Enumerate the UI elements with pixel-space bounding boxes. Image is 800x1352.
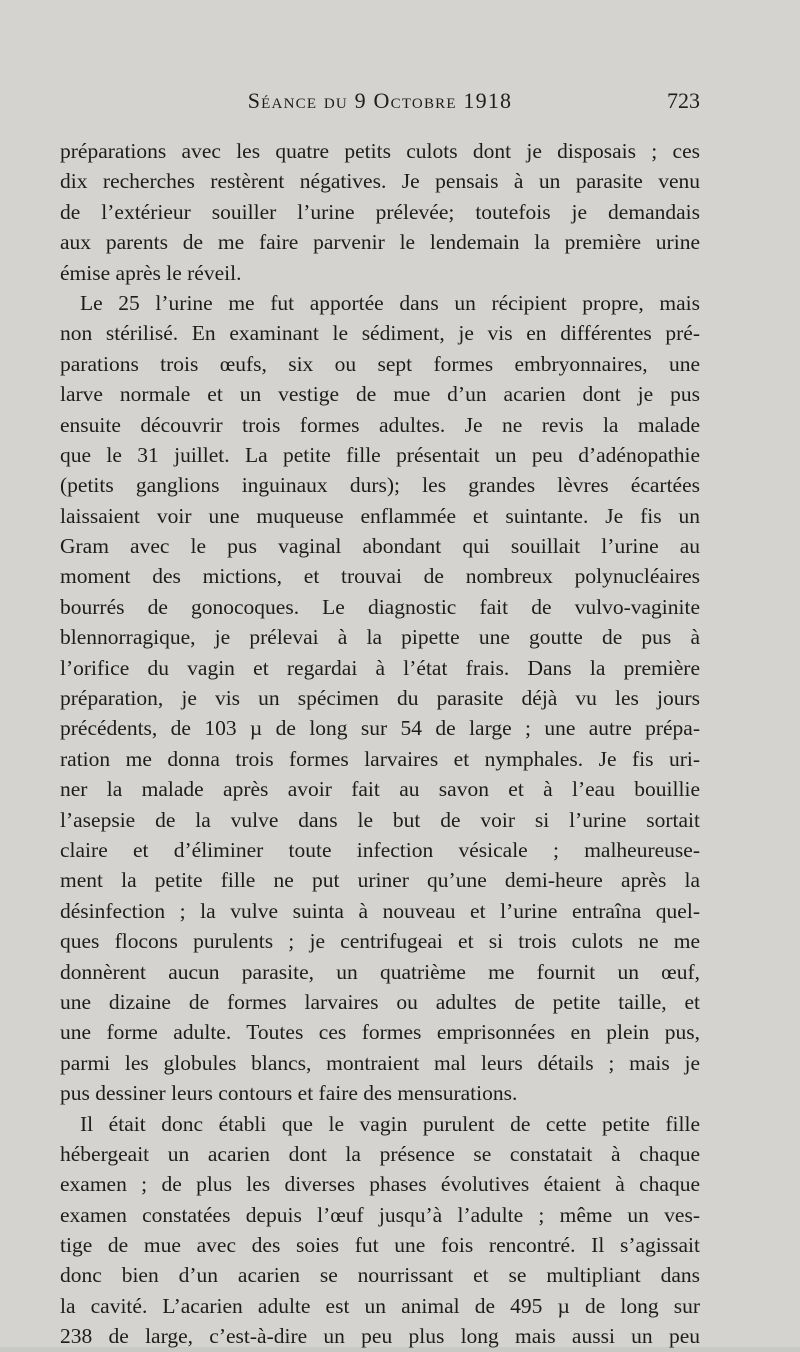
page-number: 723 [667, 88, 700, 113]
text-line: préparations avec les quatre petits culots dont je disposais ; ces [60, 139, 700, 163]
text-line: pus dessiner leurs contours et faire des mensurations. [60, 1081, 518, 1106]
running-header [60, 88, 700, 118]
text-line: (petits ganglions inguinaux durs); les grandes lèvres écartées [60, 473, 700, 498]
text-line: que le 31 juillet. La petite fille présentait un peu d’adénopathie [60, 442, 700, 467]
text-line: larve normale et un vestige de mue d’un acarien dont je pus [60, 382, 700, 407]
text-line: ment la petite fille ne put uriner qu’une demi-heure après la [60, 868, 700, 893]
text-line: bourrés de gonocoques. Le diagnostic fait de vulvo-vaginite [60, 594, 700, 619]
text-line: ration me donna trois formes larvaires et nymphales. Je fis uri- [60, 746, 700, 771]
text-line: Gram avec le pus vaginal abondant qui souillait l’urine au [60, 534, 700, 559]
running-title: Séance du 9 Octobre 1918 [247, 88, 513, 113]
text-line: blennorragique, je prélevai à la pipette une goutte de pus à [60, 625, 700, 650]
text-line: moment des mictions, et trouvai de nombreux polynucléaires [60, 564, 700, 589]
text-line: de l’extérieur souiller l’urine prélevée; toutefois je demandais [60, 199, 700, 224]
text-line: émise après le réveil. [60, 260, 242, 285]
text-line: aux parents de me faire parvenir le lendemain la première urine [60, 230, 700, 255]
text-line: ques flocons purulents ; je centrifugeai et si trois culots ne me [60, 929, 700, 954]
text-line: ner la malade après avoir fait au savon et à l’eau bouillie [60, 777, 700, 802]
text-line: une dizaine de formes larvaires ou adultes de petite taille, et [60, 989, 700, 1014]
text-line: tige de mue avec des soies fut une fois rencontré. Il s’agissait [60, 1233, 700, 1258]
text-line: ensuite découvrir trois formes adultes. Je ne revis la malade [60, 412, 700, 437]
text-line: l’orifice du vagin et regardai à l’état frais. Dans la première [60, 655, 700, 680]
text-line: précédents, de 103 µ de long sur 54 de large ; une autre prépa- [60, 716, 700, 741]
text-line: dix recherches restèrent négatives. Je pensais à un parasite venu [60, 169, 700, 194]
text-line: parations trois œufs, six ou sept formes embryonnaires, une [60, 351, 700, 376]
text-line: parmi les globules blancs, montraient mal leurs détails ; mais je [60, 1050, 700, 1075]
text-line: Il était donc établi que le vagin purulent de cette petite fille [80, 1111, 700, 1136]
text-line: Le 25 l’urine me fut apportée dans un récipient propre, mais [80, 290, 700, 315]
text-line: examen ; de plus les diverses phases évolutives étaient à chaque [60, 1172, 700, 1197]
text-line: claire et d’éliminer toute infection vésicale ; malheureuse- [60, 837, 700, 862]
text-line: 238 de large, c’est-à-dire un peu plus long mais aussi un peu [60, 1324, 700, 1349]
body-text [60, 136, 700, 1352]
text-line: la cavité. L’acarien adulte est un animal de 495 µ de long sur [60, 1293, 700, 1318]
text-line: désinfection ; la vulve suinta à nouveau et l’urine entraîna quel- [60, 898, 700, 923]
text-line: hébergeait un acarien dont la présence se constatait à chaque [60, 1141, 700, 1166]
text-line: préparation, je vis un spécimen du parasite déjà vu les jours [60, 686, 700, 711]
text-line: l’asepsie de la vulve dans le but de voir si l’urine sortait [60, 807, 700, 832]
text-line: laissaient voir une muqueuse enflammée et suintante. Je fis un [60, 503, 700, 528]
text-line: examen constatées depuis l’œuf jusqu’à l’adulte ; même un ves- [60, 1202, 700, 1227]
text-line: donc bien d’un acarien se nourrissant et se multipliant dans [60, 1263, 700, 1288]
text-line: une forme adulte. Toutes ces formes emprisonnées en plein pus, [60, 1020, 700, 1045]
text-line: non stérilisé. En examinant le sédiment, je vis en différentes pré- [60, 321, 700, 346]
text-line: donnèrent aucun parasite, un quatrième me fournit un œuf, [60, 959, 700, 984]
